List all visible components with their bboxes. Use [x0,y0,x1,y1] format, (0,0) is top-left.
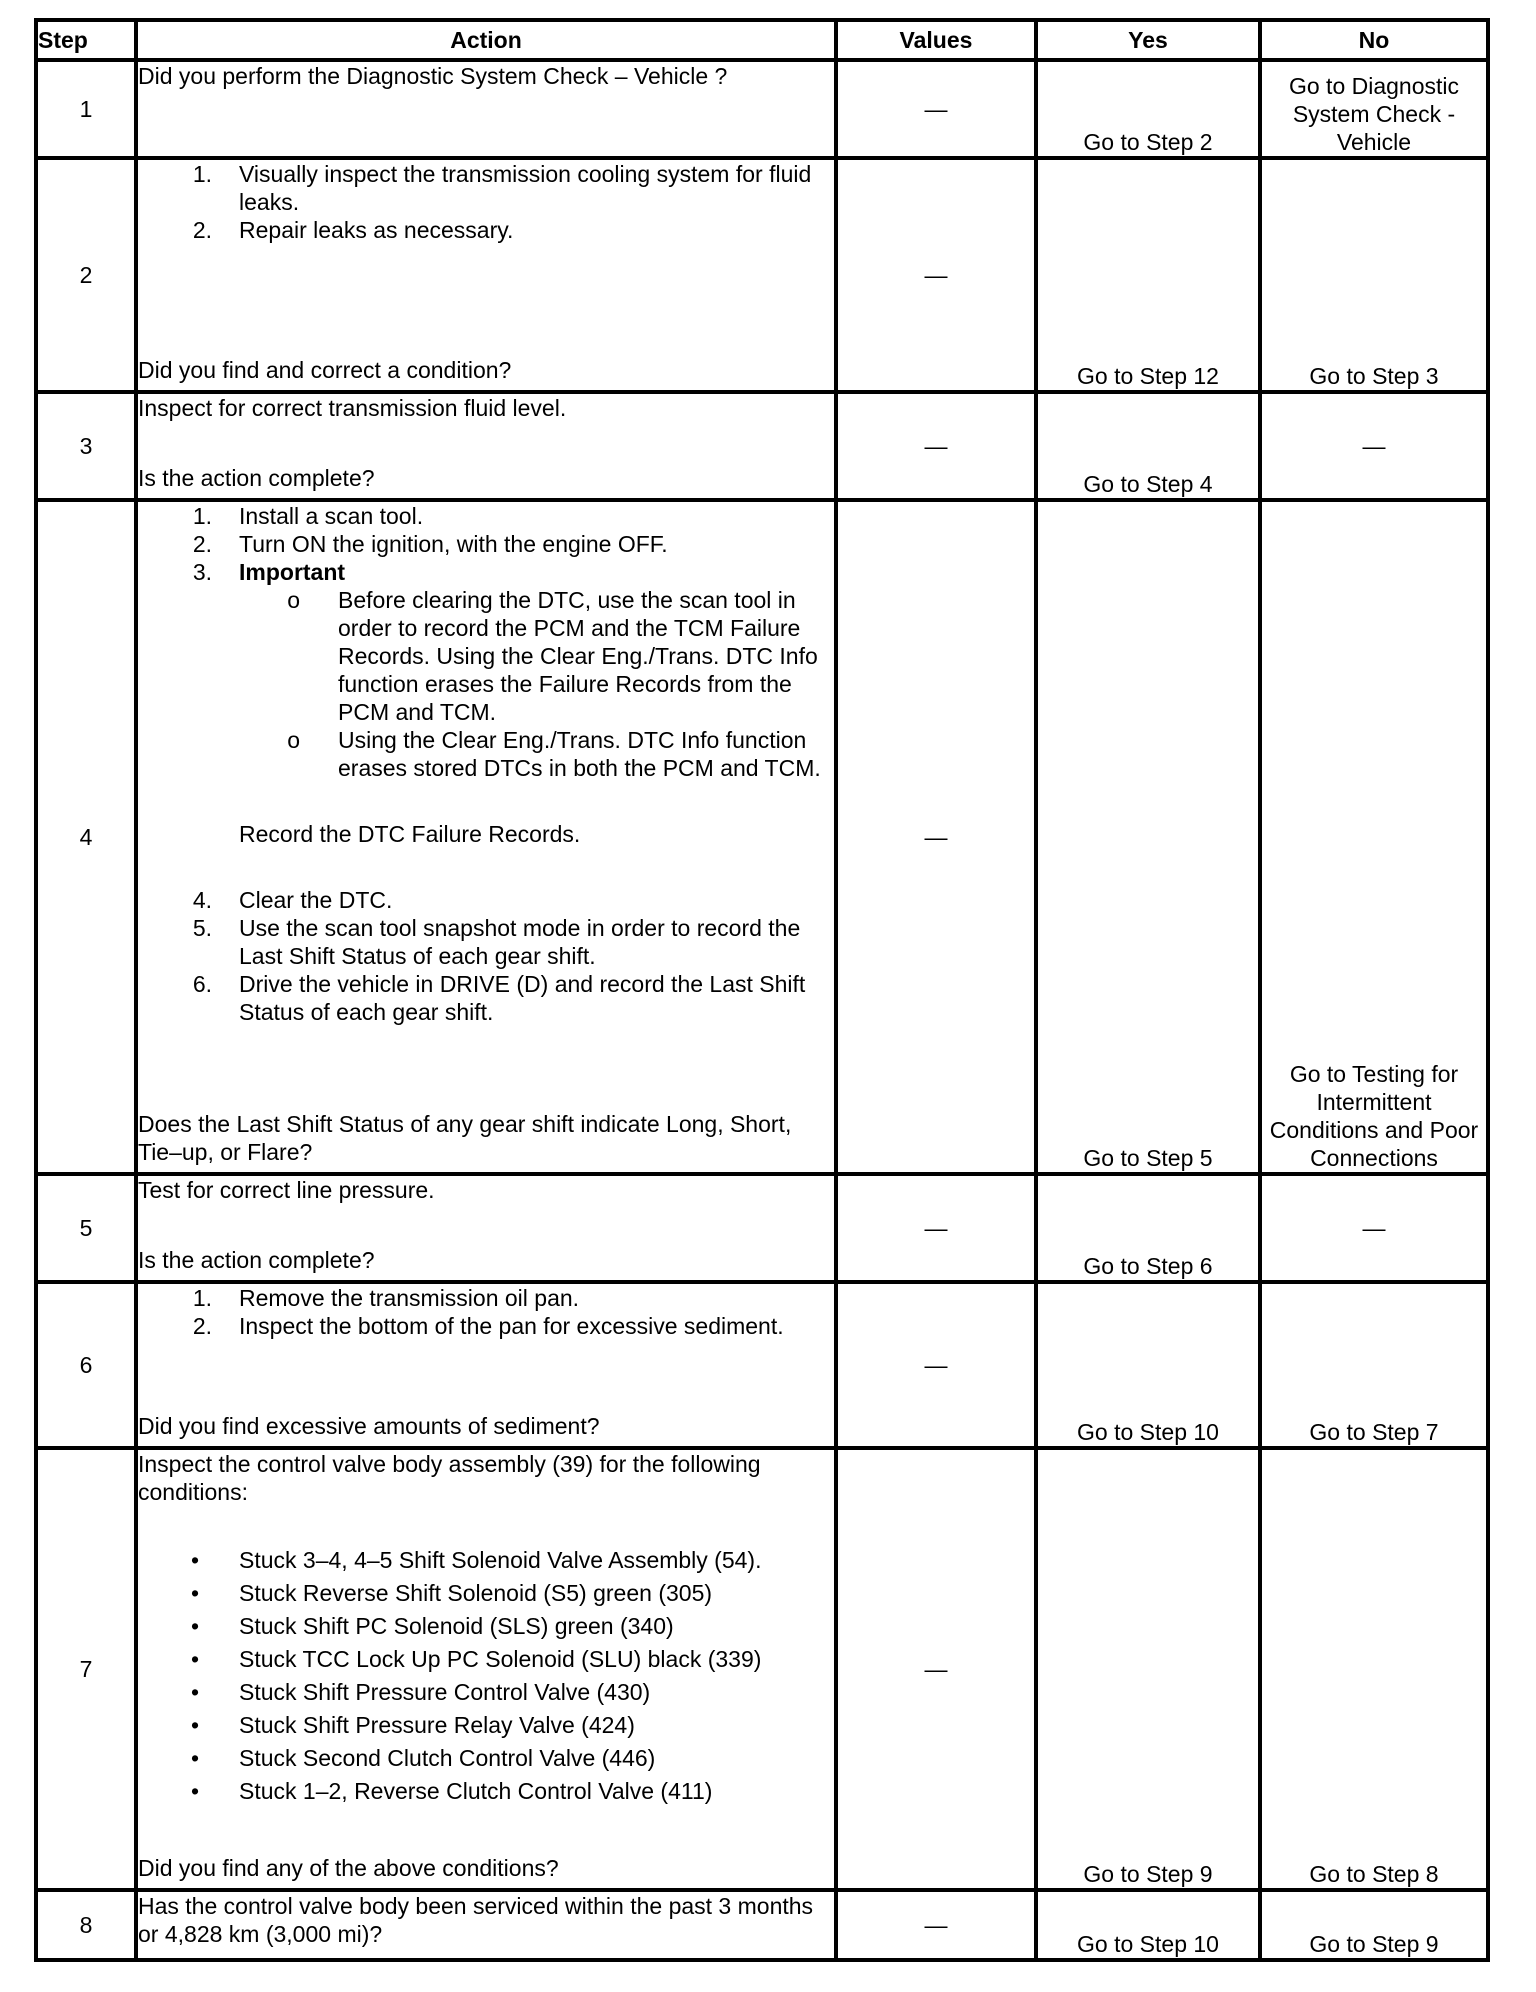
step-number: 2 [36,158,136,392]
no-link[interactable]: Go to Step 9 [1309,1931,1439,1957]
step-number: 7 [36,1448,136,1890]
dash-value: — [924,95,948,122]
action-cell [136,1448,836,1890]
action-cell [136,392,836,500]
list-item: • Stuck 1–2, Reverse Clutch Control Valve (411) [190,1778,713,1804]
sub-item: o Using the Clear Eng./Trans. DTC Info function erases stored DTCs in both the PCM and TCM. [287,727,821,781]
yes-cell [1036,1448,1260,1890]
list-item: • Stuck 3–4, 4–5 Shift Solenoid Valve Assembly (54). [190,1547,762,1573]
action-question: Has the control valve body been serviced within the past 3 months or 4,828 km (3,000 mi)? [138,1893,814,1947]
yes-link[interactable]: Go to Step 12 [1077,363,1219,389]
yes-cell [1036,1282,1260,1448]
list-item: • Stuck Reverse Shift Solenoid (S5) green (305) [190,1580,713,1606]
header-values: Values [836,20,1036,60]
yes-link[interactable]: Go to Step 6 [1083,1253,1213,1279]
list-item: • Stuck Shift Pressure Control Valve (430) [190,1679,651,1705]
action-question: Is the action complete? [138,465,375,491]
action-text: Inspect the control valve body assembly (39) for the following conditions: [138,1451,761,1505]
step-row-4 [36,500,1488,1174]
step-row-2 [36,158,1488,392]
header-step: Step [36,20,136,60]
values-cell [836,158,1036,392]
yes-cell [1036,392,1260,500]
dash-value: — [924,261,948,288]
no-link[interactable]: Go to Testing for Intermittent Conditions and Poor Connections [1269,1061,1479,1171]
yes-link[interactable]: Go to Step 2 [1083,129,1213,155]
action-question: Is the action complete? [138,1247,375,1273]
action-question: Does the Last Shift Status of any gear shift indicate Long, Short, Tie–up, or Flare? [138,1111,792,1165]
header-no: No [1260,20,1488,60]
no-cell [1260,500,1488,1174]
yes-link[interactable]: Go to Step 10 [1077,1419,1219,1445]
dash-value: — [924,1655,948,1682]
values-cell [836,500,1036,1174]
list-item: 1. Install a scan tool. [192,503,424,529]
step-row-3 [36,392,1488,500]
dash-value: — [924,1911,948,1938]
step-row-7 [36,1448,1488,1890]
step-row-6 [36,1282,1488,1448]
no-link[interactable]: Go to Diagnostic System Check - Vehicle [1288,73,1460,155]
list-item: 6. Drive the vehicle in DRIVE (D) and record the Last Shift Status of each gear shift. [192,971,806,1025]
step-number: 5 [36,1174,136,1282]
list-item: 5. Use the scan tool snapshot mode in order to record the Last Shift Status of each gear shift. [192,915,801,969]
no-link[interactable]: Go to Step 7 [1309,1419,1439,1445]
dash-value: — [924,1214,948,1241]
step-row-5 [36,1174,1488,1282]
values-cell [836,1448,1036,1890]
no-cell [1260,1174,1488,1282]
no-cell [1260,1448,1488,1890]
list-item: • Stuck Second Clutch Control Valve (446) [190,1745,656,1771]
dash-value: — [924,823,948,850]
no-cell [1260,392,1488,500]
header-action: Action [136,20,836,60]
dash-value: — [924,432,948,459]
important-label: Important [239,559,346,585]
action-list [138,1284,834,1340]
action-cell [136,60,836,158]
values-cell [836,1282,1036,1448]
no-cell [1260,1282,1488,1448]
list-item: 2. Inspect the bottom of the pan for excessive sediment. [192,1313,784,1339]
no-cell [1260,60,1488,158]
values-cell [836,1890,1036,1960]
sub-item: o Before clearing the DTC, use the scan tool in order to record the PCM and the TCM Failure Records. Using the Clear Eng./Trans. DTC Info function erases the Failure Records from the PCM and TCM. [287,587,818,725]
values-cell [836,60,1036,158]
no-cell [1260,1890,1488,1960]
action-question: Did you find excessive amounts of sediment? [138,1413,600,1439]
action-cell [136,1174,836,1282]
step-number: 1 [36,60,136,158]
list-item: 4. Clear the DTC. [192,887,393,913]
dash-value: — [1362,1214,1386,1241]
list-item: • Stuck Shift Pressure Relay Valve (424) [190,1712,635,1738]
values-cell [836,392,1036,500]
action-cell [136,1282,836,1448]
action-question: Did you find and correct a condition? [138,357,512,383]
yes-cell [1036,500,1260,1174]
yes-link[interactable]: Go to Step 4 [1083,471,1213,497]
step-number: 4 [36,500,136,1174]
dash-value: — [1362,432,1386,459]
action-list [138,160,834,244]
step-row-1 [36,60,1488,158]
header-row [36,20,1488,60]
step-number: 3 [36,392,136,500]
yes-cell [1036,158,1260,392]
list-item: • Stuck TCC Lock Up PC Solenoid (SLU) black (339) [190,1646,762,1672]
yes-cell [1036,60,1260,158]
record-note: Record the DTC Failure Records. [239,821,581,847]
action-cell [136,500,836,1174]
action-text: Inspect for correct transmission fluid level. [138,395,567,421]
values-cell [836,1174,1036,1282]
list-item: 2. Turn ON the ignition, with the engine OFF. [192,531,668,557]
step-number: 8 [36,1890,136,1960]
action-question: Did you perform the Diagnostic System Check – Vehicle ? [138,63,728,89]
list-item: • Stuck Shift PC Solenoid (SLS) green (340) [190,1613,674,1639]
action-list [138,502,834,1026]
list-item: 1. Visually inspect the transmission cooling system for fluid leaks. [192,161,812,215]
yes-cell [1036,1890,1260,1960]
action-cell [136,1890,836,1960]
list-item: 1. Remove the transmission oil pan. [192,1285,580,1311]
action-cell [136,158,836,392]
list-item: 2. Repair leaks as necessary. [192,217,514,243]
dash-value: — [924,1351,948,1378]
no-link[interactable]: Go to Step 3 [1309,363,1439,389]
no-link[interactable]: Go to Step 8 [1309,1861,1439,1887]
no-cell [1260,158,1488,392]
yes-link[interactable]: Go to Step 10 [1077,1931,1219,1957]
condition-list [138,1544,834,1808]
diagnostic-table [34,18,1490,1962]
yes-cell [1036,1174,1260,1282]
action-question: Did you find any of the above conditions? [138,1855,559,1881]
step-number: 6 [36,1282,136,1448]
step-row-8 [36,1890,1488,1960]
yes-link[interactable]: Go to Step 9 [1083,1861,1213,1887]
action-text: Test for correct line pressure. [138,1177,435,1203]
list-item: 3. Important [192,559,346,585]
yes-link[interactable]: Go to Step 5 [1083,1145,1213,1171]
header-yes: Yes [1036,20,1260,60]
